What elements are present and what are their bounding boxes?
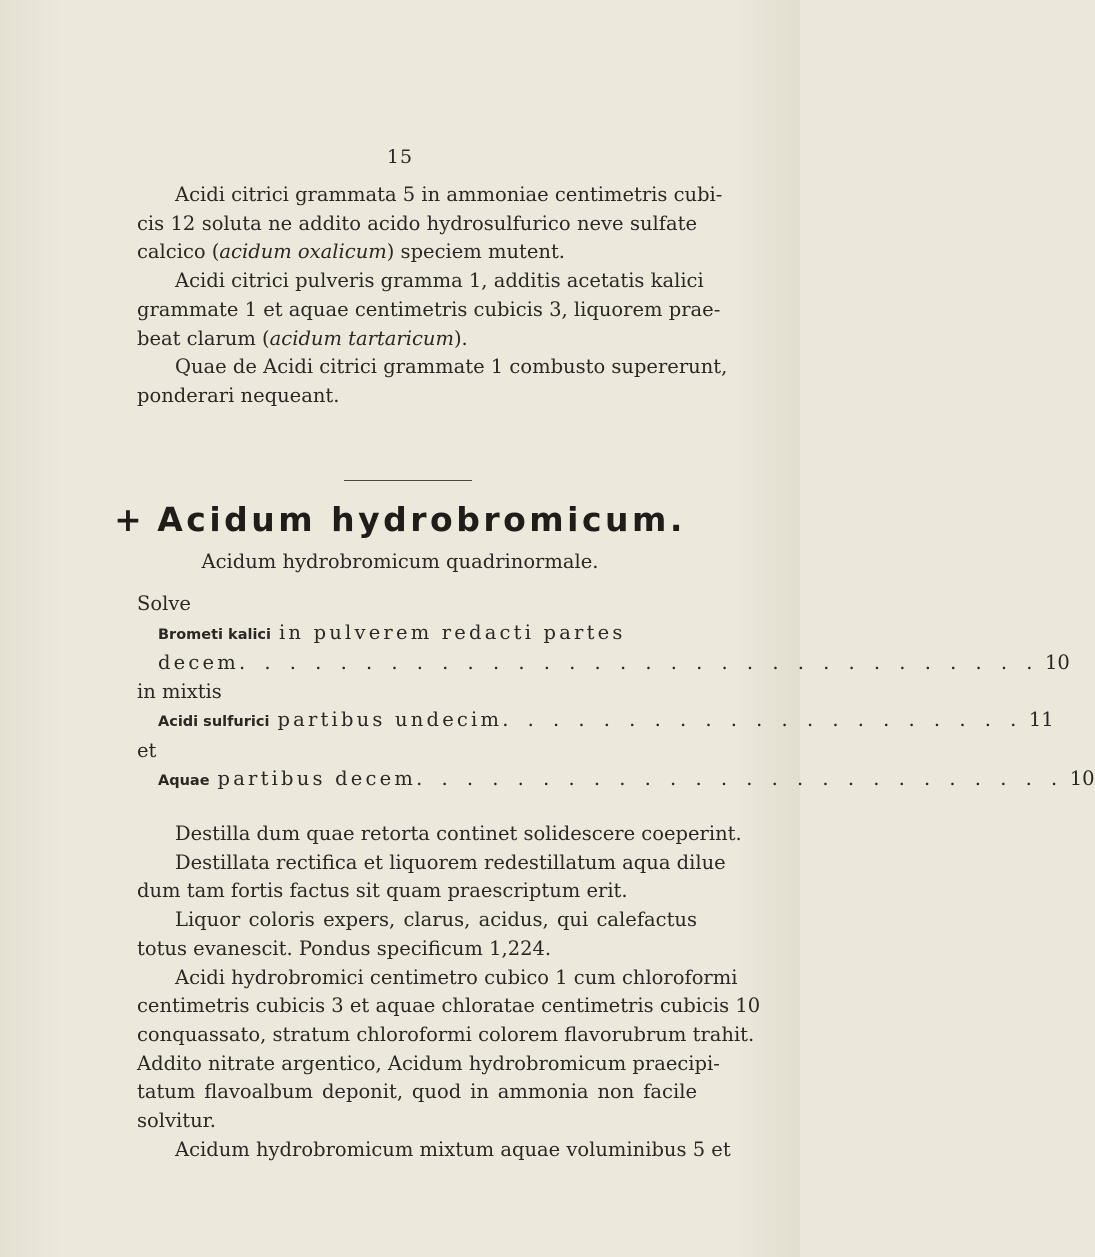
body-p5-line1: Acidum hydrobromicum mixtum aquae voluminibus 5 et xyxy=(175,1137,731,1161)
leader-dots: . . . . . . . . . . . . . . . . . . . . . . . . . . xyxy=(416,767,1064,790)
section-subtitle: Acidum hydrobromicum quadrinormale. xyxy=(201,550,599,573)
body-p4-line1: Acidi hydrobromici centimetro cubico 1 cum chloroformi xyxy=(175,965,738,989)
body-p4-line3: conquassato, stratum chloroformi colorem flavorubrum trahit. xyxy=(137,1022,755,1046)
cross-mark-icon: + xyxy=(114,500,146,539)
body-p4-line2: centimetris cubicis 3 et aquae chloratae centimetris cubicis 10 xyxy=(137,994,761,1018)
ingredient-text: partibus undecim xyxy=(277,708,503,731)
intro-p1-line1: Acidi citrici grammata 5 in ammoniae centimetris cubi- xyxy=(175,183,723,206)
intro-p2-italic: acidum tartaricum xyxy=(269,326,454,350)
intro-p2-line2: grammate 1 et aquae centimetris cubicis 3, liquorem prae- xyxy=(137,297,721,321)
ingredient-text: partibus decem xyxy=(217,767,417,790)
leader-dots: . . . . . . . . . . . . . . . . . . . . . . . . . . . . . . . . xyxy=(238,651,1039,674)
section-divider xyxy=(344,480,472,481)
body-p3-line2: totus evanescit. Pondus specificum 1,224. xyxy=(137,936,552,960)
body-p4-line6: solvitur. xyxy=(137,1109,217,1133)
page-number: 15 xyxy=(386,146,414,168)
intro-p1-line2: cis 12 soluta ne addito acido hydrosulfurico neve sulfate xyxy=(137,211,697,235)
body-p4-line4: Addito nitrate argentico, Acidum hydrobromicum praecipi- xyxy=(137,1051,720,1075)
ingredient-quantity: 10 xyxy=(1045,651,1070,674)
intro-p1-italic: acidum oxalicum xyxy=(219,240,387,264)
ingredient-name: Brometi kalici xyxy=(158,626,271,643)
intro-p1-line3 xyxy=(137,238,697,267)
intro-p2-line3-b: ). xyxy=(453,326,468,350)
intro-p2-line3 xyxy=(137,325,697,354)
recipe xyxy=(137,590,1095,796)
ingredient-name: Acidi sulfurici xyxy=(158,714,270,730)
ingredient-aquae xyxy=(137,765,1095,796)
recipe-et: et xyxy=(137,738,157,762)
ingredient-text: in pulverem redacti partes xyxy=(279,620,626,644)
body-p2-line1: Destillata rectifica et liquorem redestillatum aqua dilue xyxy=(175,850,726,874)
body-p1-line1: Destilla dum quae retorta continet solidescere coeperint. xyxy=(175,822,742,845)
body-text xyxy=(137,820,761,1164)
recipe-solve: Solve xyxy=(137,592,191,615)
ingredient-cont-text: decem xyxy=(158,651,239,674)
intro-text xyxy=(137,181,728,411)
section-heading xyxy=(0,500,800,539)
recipe-in-mixtis: in mixtis xyxy=(137,679,222,703)
intro-p3-line1: Quae de Acidi citrici grammate 1 combusto supererunt, xyxy=(175,355,728,379)
intro-p1-line3-b: ) speciem mutent. xyxy=(386,240,565,264)
ingredient-quantity: 11 xyxy=(1028,708,1054,731)
section-title: Acidum hydrobromicum. xyxy=(157,500,686,539)
ingredient-acidi-sulfurici xyxy=(137,706,1054,737)
ingredient-brometi-kalici xyxy=(137,619,697,650)
intro-p1-line3-a: calcico ( xyxy=(137,240,220,264)
ingredient-brometi-kalici-cont xyxy=(137,649,1070,678)
intro-p3-line2: ponderari nequeant. xyxy=(137,383,340,407)
ingredient-name: Aquae xyxy=(158,773,210,789)
body-p2-line2: dum tam fortis factus sit quam praescriptum erit. xyxy=(137,879,628,903)
ingredient-quantity: 10 xyxy=(1069,767,1095,790)
intro-p2-line1: Acidi citrici pulveris gramma 1, additis acetatis kalici xyxy=(175,269,704,293)
intro-p2-line3-a: beat clarum ( xyxy=(137,326,270,350)
body-p4-line5: tatum flavoalbum deponit, quod in ammonia non facile xyxy=(137,1080,697,1104)
leader-dots: . . . . . . . . . . . . . . . . . . . . . xyxy=(502,708,1023,731)
body-p3-line1: Liquor coloris expers, clarus, acidus, qui calefactus xyxy=(175,908,697,932)
